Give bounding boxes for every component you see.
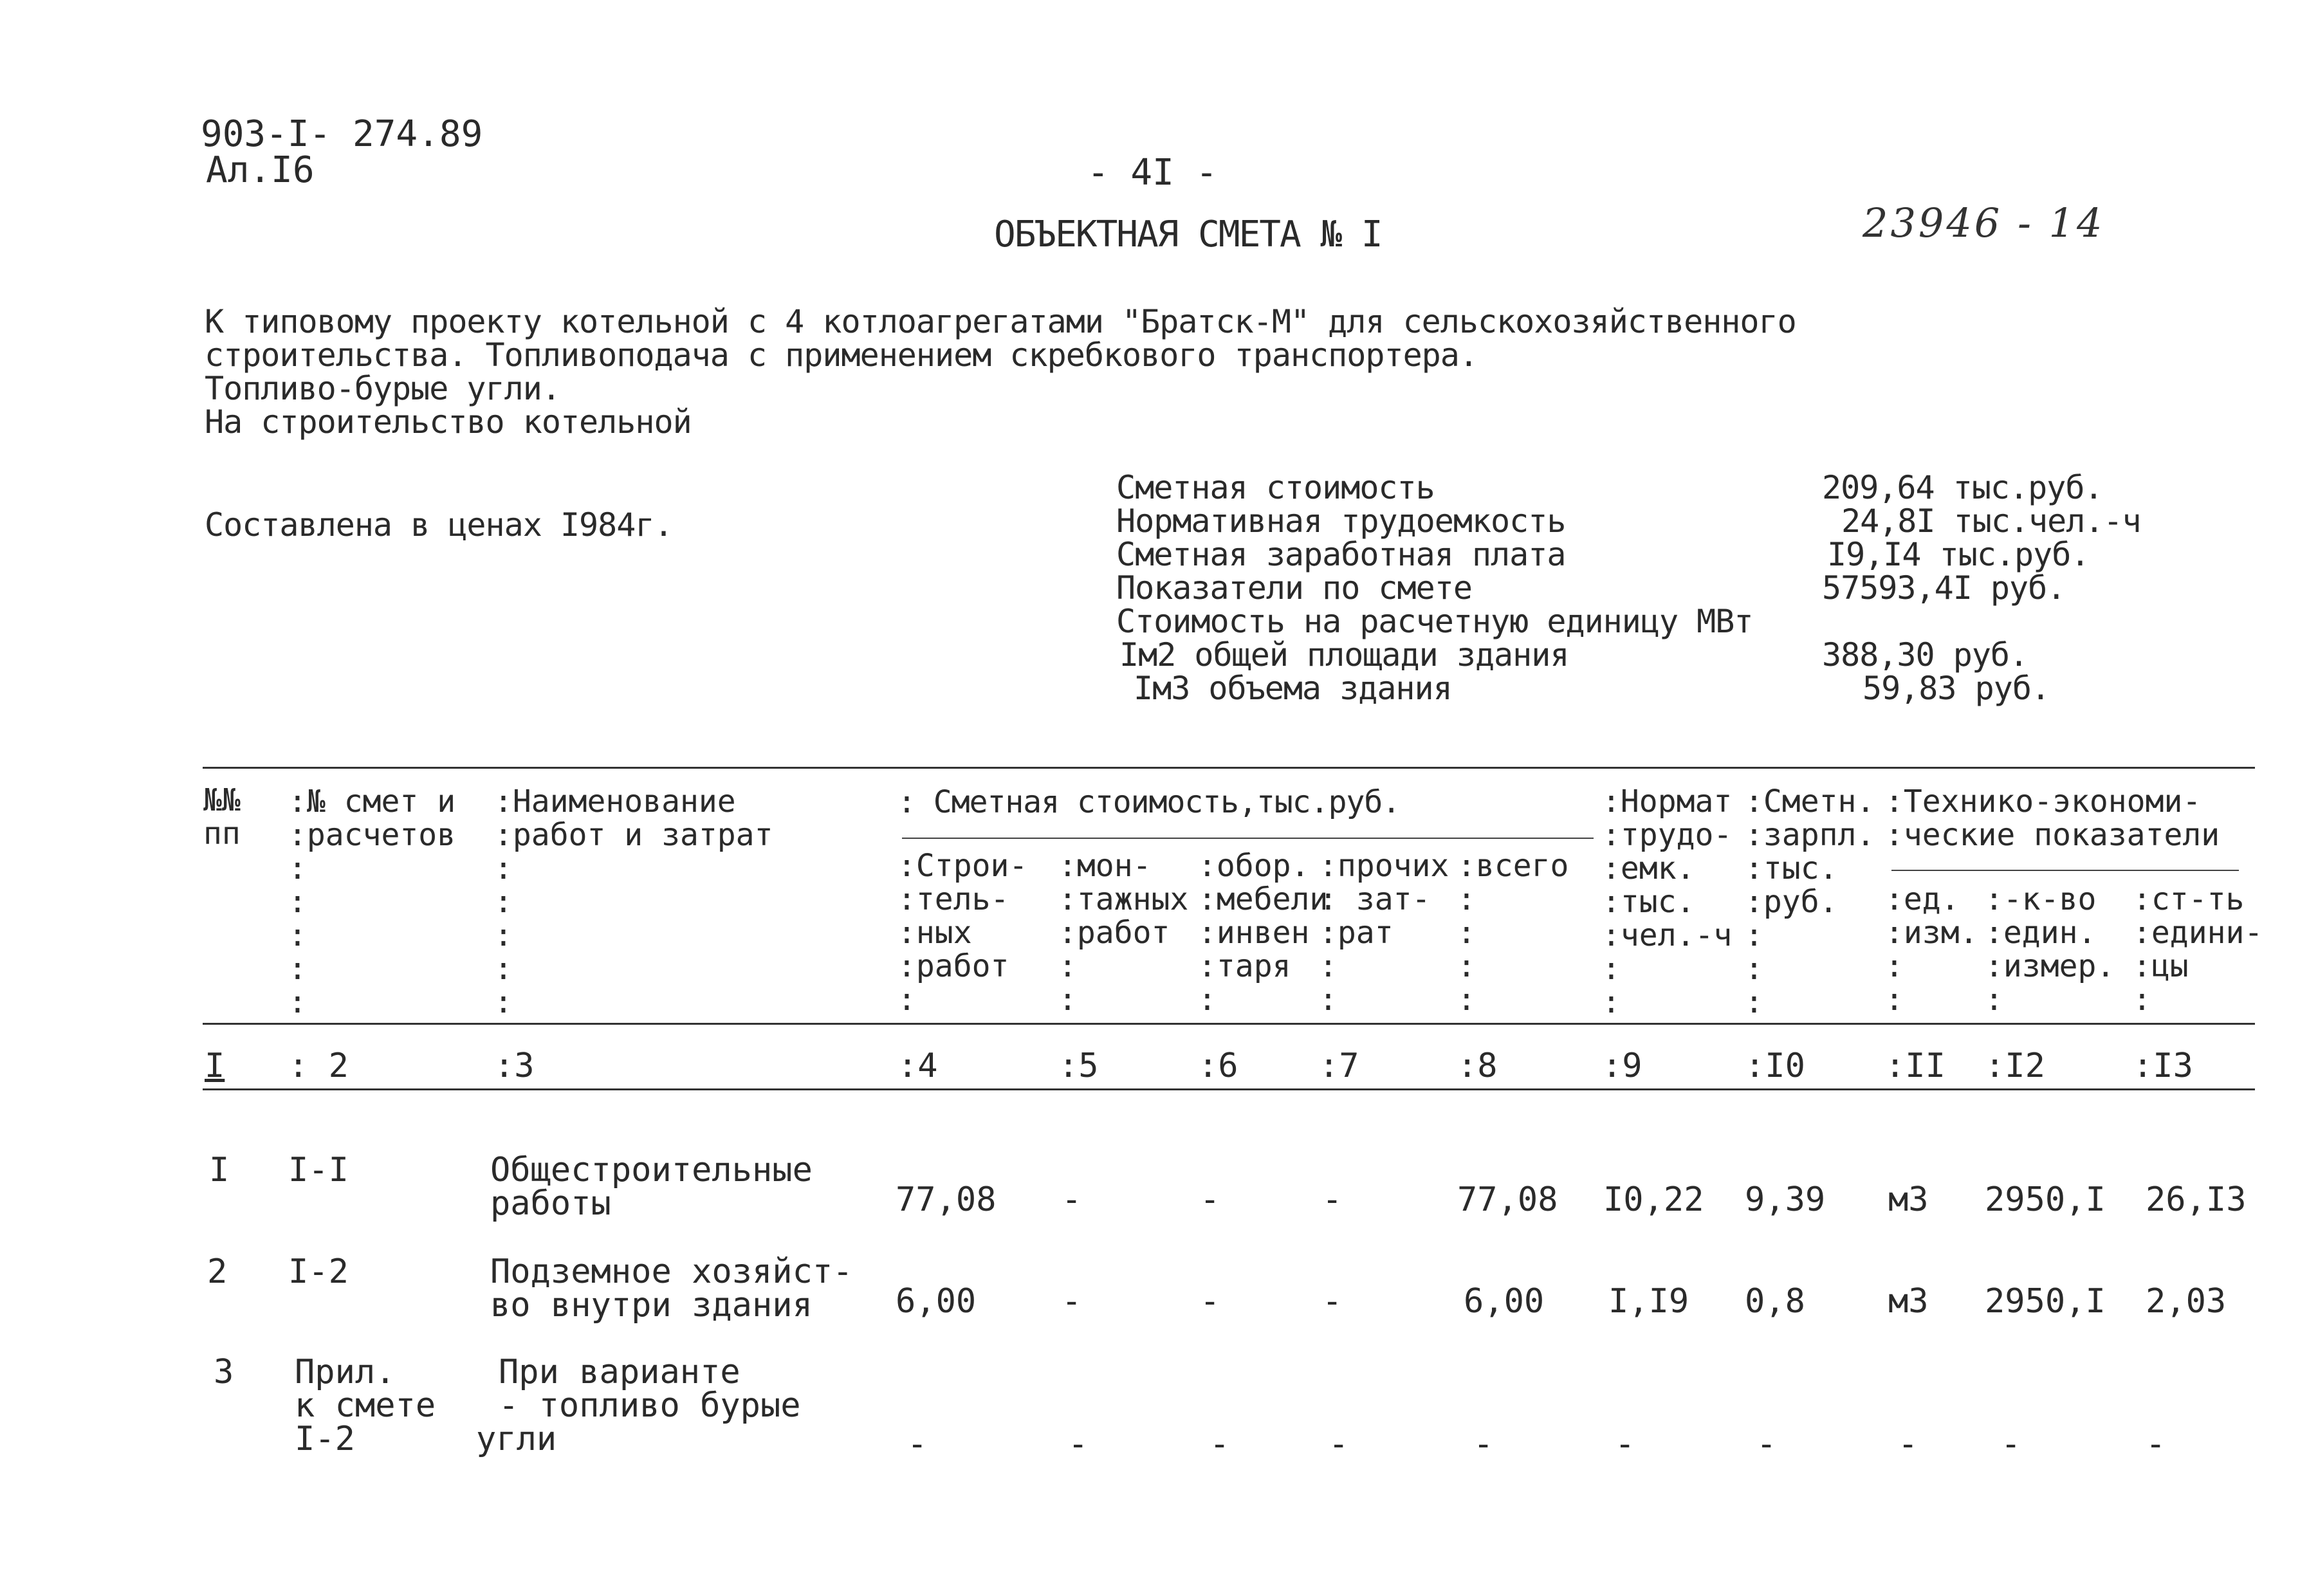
row-labor: - [1615,1425,1635,1463]
row-equipment: - [1210,1425,1230,1463]
row-total: 77,08 [1457,1180,1558,1219]
row-other: - [1322,1180,1343,1219]
summary-value: 59,83 руб. [1863,670,2050,707]
row-name: - топливо бурые [499,1386,801,1425]
header-other: :прочих : зат- :рат : : [1319,848,1449,1018]
summary-value: I9,I4 тыс.руб. [1827,536,2090,573]
prices-note: Составлена в ценах I984г. [205,506,673,544]
header-work-name: :Наименование :работ и затрат : : : : : [494,784,773,1020]
page-number: - 4I - [1087,152,1218,194]
row-number: 3 [214,1353,234,1391]
row-unit: - [1898,1425,1918,1463]
header-bottom-rule [203,1023,2255,1025]
header-number: №№ пп [203,782,241,852]
header-cost-rule [902,838,1594,839]
summary-label: Показатели по смете [1116,569,1472,607]
row-construction: 6,00 [896,1282,977,1321]
row-wage: - [1756,1425,1777,1463]
header-unit-cost: :ст-ть :едини- :цы : [2133,881,2263,1018]
row-code: I-2 [295,1420,355,1458]
row-labor: I,I9 [1608,1282,1689,1321]
column-number: :I0 [1745,1047,1805,1085]
header-total: :всего : : : : [1457,848,1569,1018]
row-labor: I0,22 [1603,1180,1704,1219]
column-number: :4 [897,1047,938,1085]
header-equipment: :обор. :мебели :инвен :таря : [1198,848,1329,1018]
column-number: :6 [1198,1047,1238,1085]
description-line-3: Топливо-бурые угли. [205,370,560,407]
handwritten-code: 23946 - 14 [1863,199,2105,246]
row-unit: м3 [1888,1180,1929,1219]
description-line-4: На строительство котельной [205,403,692,441]
summary-label: Нормативная трудоемкость [1116,502,1566,540]
row-assembly: - [1068,1425,1089,1463]
row-other: - [1329,1425,1349,1463]
row-equipment: - [1200,1180,1220,1219]
row-wage: 0,8 [1745,1282,1805,1321]
row-wage: 9,39 [1745,1180,1826,1219]
column-number: I [205,1047,225,1085]
header-quantity: :-к-во :един. :измер. : [1985,881,2115,1018]
header-tech-group: :Технико-экономи- :ческие показатели [1885,784,2220,853]
column-number: :II [1885,1047,1945,1085]
row-quantity: 2950,I [1985,1282,2106,1321]
column-number: :9 [1602,1047,1642,1085]
row-name: Общестроительные [490,1151,813,1189]
header-tech-rule [1891,870,2239,871]
row-name: При варианте [499,1353,740,1391]
summary-label: Сметная заработная плата [1116,536,1566,573]
row-equipment: - [1200,1282,1220,1321]
document-title: ОБЪЕКТНАЯ СМЕТА № I [994,214,1382,255]
header-construction: :Строи- :тель- :ных :работ : [897,848,1028,1018]
row-number: 2 [207,1252,228,1291]
summary-value: 57593,4I руб. [1822,569,2066,607]
column-number: :5 [1058,1047,1099,1085]
row-quantity: 2950,I [1985,1180,2106,1219]
row-unit-cost: 2,03 [2146,1282,2227,1321]
row-code: к смете [295,1386,436,1425]
description-line-1: К типовому проекту котельной с 4 котлоагрегатами "Братск-М" для сельскохозяйственного [205,303,1796,340]
row-name: угли [476,1420,557,1458]
row-construction: - [907,1425,928,1463]
column-number: :8 [1457,1047,1498,1085]
header-unit: :ед. :изм. : : [1885,881,1978,1018]
row-unit-cost: 26,I3 [2146,1180,2247,1219]
column-number: :3 [494,1047,535,1085]
description-line-2: строительства. Топливоподача с применением скребкового транспортера. [205,336,1478,374]
table-top-rule [203,767,2255,769]
header-estimate-code: :№ смет и :расчетов : : : : : [288,784,456,1020]
header-wage: :Сметн. :зарпл. :тыс. :руб. : : : [1745,784,1875,1020]
row-total: 6,00 [1464,1282,1545,1321]
summary-value: 388,30 руб. [1822,636,2028,674]
summary-label: Стоимость на расчетную единицу МВт [1116,603,1753,640]
column-number: :I2 [1985,1047,2045,1085]
row-code: I-2 [288,1252,349,1291]
summary-label: Iм2 общей площади здания [1119,636,1569,674]
row-assembly: - [1062,1282,1082,1321]
row-construction: 77,08 [896,1180,997,1219]
row-other: - [1322,1282,1343,1321]
summary-value: 24,8I тыс.чел.-ч [1841,502,2141,540]
doc-code: 903-I- 274.89 [201,113,483,155]
row-number: I [209,1151,230,1189]
row-name: во внутри здания [490,1286,813,1325]
sheet-number: Ал.I6 [206,149,315,191]
header-assembly: :мон- :тажных :работ : : [1058,848,1189,1018]
column-number: :7 [1319,1047,1359,1085]
row-unit: м3 [1888,1282,1929,1321]
row-quantity: - [2001,1425,2021,1463]
row-code: Прил. [295,1353,396,1391]
row-code: I-I [288,1151,349,1189]
column-number: :I3 [2133,1047,2193,1085]
row-assembly: - [1062,1180,1082,1219]
column-number: : 2 [288,1047,349,1085]
summary-label: Сметная стоимость [1116,469,1435,506]
row-name: Подземное хозяйст- [490,1252,853,1291]
header-cost-group: : Сметная стоимость,тыс.руб. [897,784,1401,820]
summary-label: Iм3 объема здания [1134,670,1452,707]
row-unit-cost: - [2146,1425,2166,1463]
summary-value: 209,64 тыс.руб. [1822,469,2103,506]
row-name: работы [490,1184,611,1223]
row-total: - [1473,1425,1494,1463]
numbers-bottom-rule [203,1088,2255,1090]
header-labor: :Нормат :трудо- :емк. :тыс. :чел.-ч : : [1602,784,1733,1020]
